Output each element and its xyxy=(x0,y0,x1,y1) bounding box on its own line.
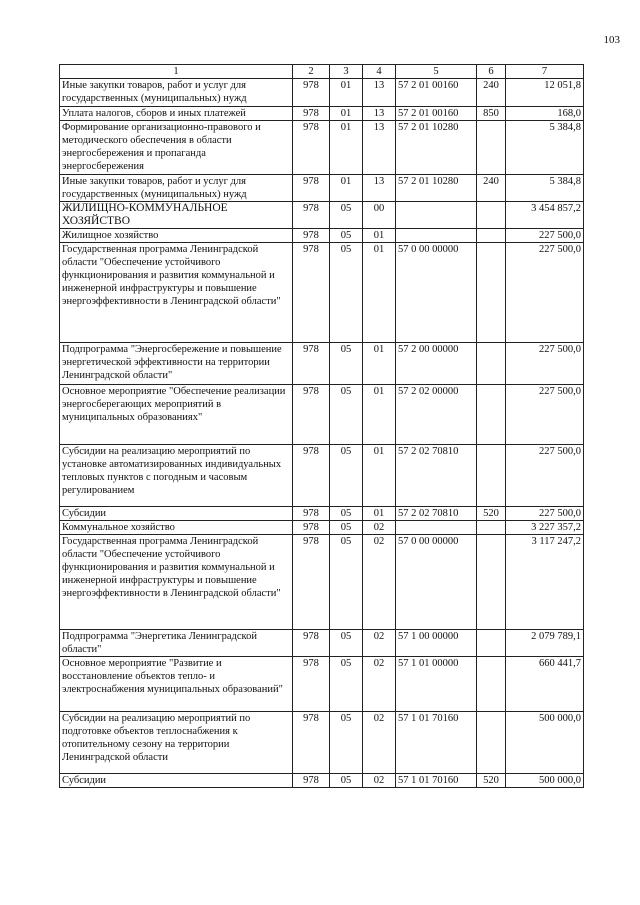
row-section-code: 05 xyxy=(330,521,363,535)
row-name: Субсидии xyxy=(60,507,293,521)
row-ved-code: 978 xyxy=(293,521,330,535)
column-header: 2 xyxy=(293,65,330,79)
row-name: Подпрограмма "Энергетика Ленинградской области" xyxy=(60,630,293,657)
column-header: 1 xyxy=(60,65,293,79)
row-expense-type: 240 xyxy=(477,175,506,202)
row-amount: 5 384,8 xyxy=(506,121,584,175)
row-name: Основное мероприятие "Развитие и восстановление объектов тепло- и электроснабжения муниципальных образований" xyxy=(60,657,293,712)
row-expense-type xyxy=(477,202,506,229)
row-ved-code: 978 xyxy=(293,107,330,121)
row-section-code: 05 xyxy=(330,229,363,243)
row-expense-type: 240 xyxy=(477,79,506,107)
budget-table xyxy=(59,64,584,788)
row-amount: 3 117 247,2 xyxy=(506,535,584,630)
table-row xyxy=(60,202,584,229)
row-expense-type xyxy=(477,630,506,657)
row-expense-type: 520 xyxy=(477,507,506,521)
row-name: ЖИЛИЩНО-КОММУНАЛЬНОЕ ХОЗЯЙСТВО xyxy=(60,202,293,229)
row-section-code: 01 xyxy=(330,79,363,107)
row-amount: 660 441,7 xyxy=(506,657,584,712)
row-name: Государственная программа Ленинградской области "Обеспечение устойчивого функционирования и развития коммунальной и инженерной инфраструктуры и повышение энергоэффективности в Ленинградской области" xyxy=(60,535,293,630)
row-name: Жилищное хозяйство xyxy=(60,229,293,243)
row-subsection-code: 01 xyxy=(363,343,396,385)
row-target-code: 57 1 01 00000 xyxy=(396,657,477,712)
row-target-code: 57 2 00 00000 xyxy=(396,343,477,385)
row-ved-code: 978 xyxy=(293,535,330,630)
row-subsection-code: 02 xyxy=(363,521,396,535)
row-name: Подпрограмма "Энергосбережение и повышение энергетической эффективности на территории Ленинградской области" xyxy=(60,343,293,385)
row-expense-type xyxy=(477,121,506,175)
row-target-code xyxy=(396,521,477,535)
column-header: 6 xyxy=(477,65,506,79)
row-section-code: 05 xyxy=(330,774,363,788)
row-subsection-code: 01 xyxy=(363,507,396,521)
table-row xyxy=(60,774,584,788)
table-row xyxy=(60,121,584,175)
row-name: Формирование организационно-правового и методического обеспечения в области энергосбережения и пропаганда энергосбережения xyxy=(60,121,293,175)
table-row xyxy=(60,175,584,202)
row-amount: 500 000,0 xyxy=(506,774,584,788)
row-ved-code: 978 xyxy=(293,630,330,657)
table-row xyxy=(60,79,584,107)
row-name: Государственная программа Ленинградской области "Обеспечение устойчивого функционирования и развития коммунальной и инженерной инфраструктуры и повышение энергоэффективности в Ленинградской области" xyxy=(60,243,293,343)
row-target-code: 57 2 01 10280 xyxy=(396,175,477,202)
table-row xyxy=(60,657,584,712)
table-row xyxy=(60,535,584,630)
row-section-code: 05 xyxy=(330,243,363,343)
row-target-code: 57 2 02 70810 xyxy=(396,507,477,521)
row-amount: 2 079 789,1 xyxy=(506,630,584,657)
row-ved-code: 978 xyxy=(293,175,330,202)
column-header: 4 xyxy=(363,65,396,79)
row-subsection-code: 00 xyxy=(363,202,396,229)
row-expense-type: 520 xyxy=(477,774,506,788)
column-header: 3 xyxy=(330,65,363,79)
row-target-code: 57 2 01 00160 xyxy=(396,107,477,121)
row-subsection-code: 01 xyxy=(363,445,396,507)
row-section-code: 01 xyxy=(330,107,363,121)
row-amount: 168,0 xyxy=(506,107,584,121)
table-row xyxy=(60,630,584,657)
row-ved-code: 978 xyxy=(293,229,330,243)
table-header-row xyxy=(60,65,584,79)
row-name: Субсидии xyxy=(60,774,293,788)
row-name: Основное мероприятие "Обеспечение реализации энергосберегающих мероприятий в муниципальных образованиях" xyxy=(60,385,293,445)
row-name: Иные закупки товаров, работ и услуг для государственных (муниципальных) нужд xyxy=(60,79,293,107)
row-expense-type xyxy=(477,712,506,774)
table-row xyxy=(60,343,584,385)
row-section-code: 05 xyxy=(330,343,363,385)
row-ved-code: 978 xyxy=(293,657,330,712)
row-target-code: 57 1 01 70160 xyxy=(396,774,477,788)
row-amount: 12 051,8 xyxy=(506,79,584,107)
row-subsection-code: 01 xyxy=(363,229,396,243)
row-amount: 227 500,0 xyxy=(506,385,584,445)
row-name: Иные закупки товаров, работ и услуг для государственных (муниципальных) нужд xyxy=(60,175,293,202)
row-ved-code: 978 xyxy=(293,121,330,175)
row-expense-type xyxy=(477,535,506,630)
table-row xyxy=(60,229,584,243)
table-row xyxy=(60,507,584,521)
row-subsection-code: 13 xyxy=(363,121,396,175)
row-target-code: 57 2 01 00160 xyxy=(396,79,477,107)
row-expense-type xyxy=(477,385,506,445)
page-number: 103 xyxy=(603,34,620,46)
table-row xyxy=(60,107,584,121)
row-expense-type xyxy=(477,521,506,535)
row-section-code: 05 xyxy=(330,712,363,774)
table-row xyxy=(60,445,584,507)
row-target-code: 57 2 02 00000 xyxy=(396,385,477,445)
table-row xyxy=(60,385,584,445)
row-target-code: 57 1 01 70160 xyxy=(396,712,477,774)
row-subsection-code: 02 xyxy=(363,630,396,657)
row-expense-type xyxy=(477,445,506,507)
row-amount: 227 500,0 xyxy=(506,507,584,521)
row-subsection-code: 02 xyxy=(363,657,396,712)
row-ved-code: 978 xyxy=(293,202,330,229)
row-target-code xyxy=(396,202,477,229)
column-header: 5 xyxy=(396,65,477,79)
row-expense-type xyxy=(477,343,506,385)
row-section-code: 05 xyxy=(330,507,363,521)
row-subsection-code: 02 xyxy=(363,712,396,774)
row-expense-type xyxy=(477,229,506,243)
row-section-code: 05 xyxy=(330,630,363,657)
row-name: Субсидии на реализацию мероприятий по установке автоматизированных индивидуальных тепловых пунктов с погодным и часовым регулированием xyxy=(60,445,293,507)
row-amount: 5 384,8 xyxy=(506,175,584,202)
row-amount: 227 500,0 xyxy=(506,445,584,507)
row-section-code: 05 xyxy=(330,445,363,507)
row-amount: 3 454 857,2 xyxy=(506,202,584,229)
table-row xyxy=(60,712,584,774)
row-section-code: 05 xyxy=(330,535,363,630)
row-subsection-code: 02 xyxy=(363,774,396,788)
row-amount: 500 000,0 xyxy=(506,712,584,774)
row-ved-code: 978 xyxy=(293,507,330,521)
column-header: 7 xyxy=(506,65,584,79)
row-ved-code: 978 xyxy=(293,343,330,385)
row-subsection-code: 01 xyxy=(363,385,396,445)
row-name: Коммунальное хозяйство xyxy=(60,521,293,535)
row-section-code: 01 xyxy=(330,121,363,175)
row-name: Уплата налогов, сборов и иных платежей xyxy=(60,107,293,121)
row-expense-type: 850 xyxy=(477,107,506,121)
row-ved-code: 978 xyxy=(293,243,330,343)
row-subsection-code: 02 xyxy=(363,535,396,630)
row-ved-code: 978 xyxy=(293,79,330,107)
row-amount: 227 500,0 xyxy=(506,343,584,385)
row-section-code: 05 xyxy=(330,385,363,445)
row-subsection-code: 13 xyxy=(363,107,396,121)
table-row xyxy=(60,521,584,535)
row-target-code: 57 2 02 70810 xyxy=(396,445,477,507)
row-ved-code: 978 xyxy=(293,445,330,507)
row-subsection-code: 13 xyxy=(363,79,396,107)
row-ved-code: 978 xyxy=(293,385,330,445)
row-expense-type xyxy=(477,243,506,343)
row-subsection-code: 01 xyxy=(363,243,396,343)
row-target-code: 57 1 00 00000 xyxy=(396,630,477,657)
row-expense-type xyxy=(477,657,506,712)
row-amount: 227 500,0 xyxy=(506,243,584,343)
row-name: Субсидии на реализацию мероприятий по подготовке объектов теплоснабжения к отопительному сезону на территории Ленинградской области xyxy=(60,712,293,774)
row-section-code: 05 xyxy=(330,657,363,712)
row-section-code: 05 xyxy=(330,202,363,229)
row-ved-code: 978 xyxy=(293,712,330,774)
row-subsection-code: 13 xyxy=(363,175,396,202)
row-target-code xyxy=(396,229,477,243)
row-ved-code: 978 xyxy=(293,774,330,788)
table-row xyxy=(60,243,584,343)
row-target-code: 57 2 01 10280 xyxy=(396,121,477,175)
row-amount: 3 227 357,2 xyxy=(506,521,584,535)
row-target-code: 57 0 00 00000 xyxy=(396,243,477,343)
row-target-code: 57 0 00 00000 xyxy=(396,535,477,630)
row-amount: 227 500,0 xyxy=(506,229,584,243)
row-section-code: 01 xyxy=(330,175,363,202)
